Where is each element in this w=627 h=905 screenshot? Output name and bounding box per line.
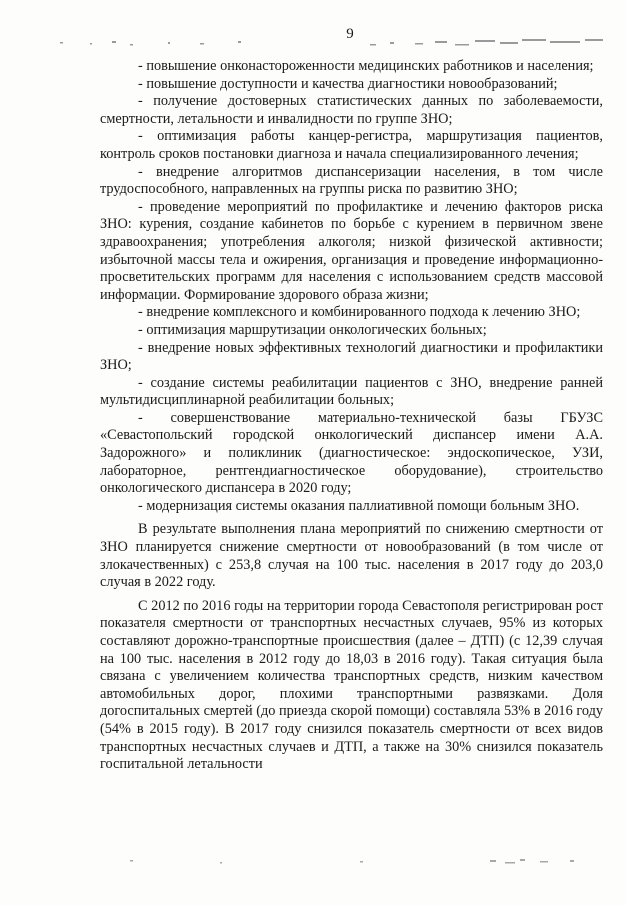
list-item: - внедрение комплексного и комбинированного подхода к лечению ЗНО; xyxy=(138,304,581,321)
list-item: - получение достоверных статистических данных по заболеваемости, смертности, летальности и инвалидности по группе ЗНО; xyxy=(100,93,603,127)
scan-noise-bottom xyxy=(100,856,600,870)
page-number: 9 xyxy=(346,26,354,42)
list-item: - проведение мероприятий по профилактике и лечению факторов риска ЗНО: курения, создание кабинетов по борьбе с курением в первичном звене здравоохранения; употребления алкоголя; низкой физической активности; избыточной массы тела и ожирения, организация и проведение информационно-просветительских программ для населения с использованием средств массовой информации. Формирование здорового образа жизни; xyxy=(100,198,603,303)
list-item: - создание системы реабилитации пациентов с ЗНО, внедрение ранней мультидисциплинарной реабилитации больных; xyxy=(100,374,603,409)
paragraph: С 2012 по 2016 годы на территории города Севастополя регистрирован рост показателя смертности от транспортных несчастных случаев, 95% из которых составляют дорожно-транспортные происшествия (далее – ДТП) (с 12,39 случая на 100 тыс. населения в 2012 году до 18,03 в 2016 году). Такая ситуация была связана с увеличением количества транспортных средств, низким качеством автомобильных дорог, плохими транспортными развязками. Доля догоспитальных смертей (до приезда скорой помощи) составляла 53% в 2016 году (54% в 2015 году). В 2017 году снизился показатель смертности от всех видов транспортных несчастных случаев и ДТП, а также на 30% снизился показатель госпитальной летальности xyxy=(100,597,603,773)
paragraph: В результате выполнения плана мероприятий по снижению смертности от ЗНО планируется снижение смертности от новообразований (в том числе от злокачественных) с 253,8 случая на 100 тыс. населения в 2017 году до 203,0 случая в 2022 году. xyxy=(100,521,603,591)
list-item: - оптимизация работы канцер-регистра, маршрутизация пациентов, контроль сроков постановки диагноза и начала специализированного лечения; xyxy=(100,128,603,162)
list-item: - оптимизация маршрутизации онкологических больных; xyxy=(138,321,487,338)
list-item: - совершенствование материально-технической базы ГБУЗС «Севастопольский городской онкологический диспансер имени А.А. Задорожного» и поликлиник (диагностическое: эндоскопическое, УЗИ, лабораторное, рентгендиагностическое оборудование), строительство онкологического диспансера в 2020 году; xyxy=(100,409,603,497)
document-body xyxy=(100,58,603,774)
list-item: - повышение онконастороженности медицинских работников и населения; xyxy=(138,58,594,74)
list-item: - модернизация системы оказания паллиативной помощи больным ЗНО. xyxy=(138,497,580,514)
list-item: - повышение доступности и качества диагностики новообразований; xyxy=(138,75,558,92)
list-item: - внедрение новых эффективных технологий диагностики и профилактики ЗНО; xyxy=(100,339,603,374)
list-item: - внедрение алгоритмов диспансеризации населения, в том числе трудоспособного, направленных на группы риска по развитию ЗНО; xyxy=(100,163,603,198)
